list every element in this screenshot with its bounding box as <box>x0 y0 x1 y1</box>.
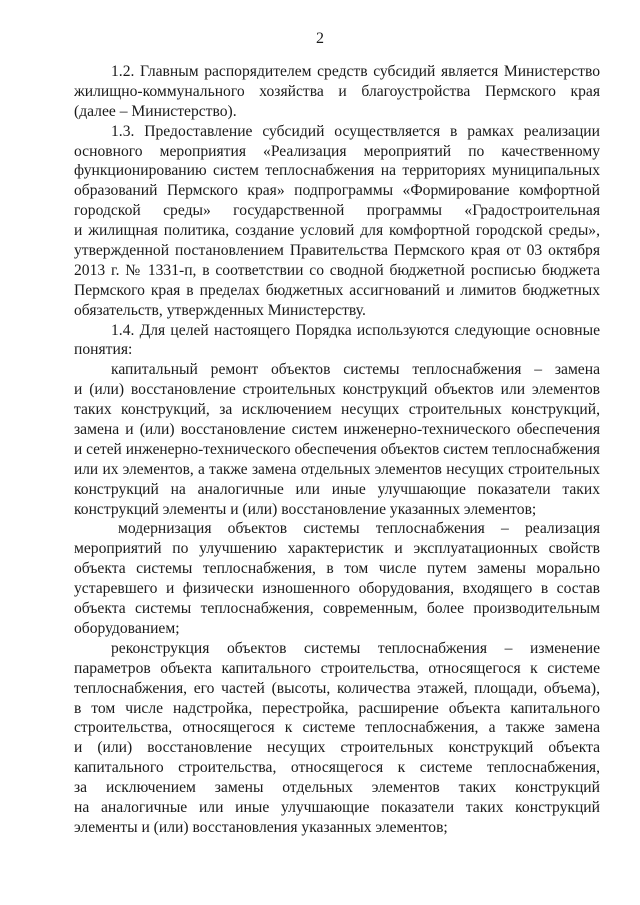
page-number: 2 <box>316 30 324 47</box>
text-line: и (или) восстановление несущих строительных конструкций объекта <box>74 739 600 757</box>
text-line: за исключением замены отдельных элементов таких конструкций <box>74 779 600 797</box>
text-line: конструкций элементы и (или) восстановление указанных элементов; <box>74 500 537 518</box>
text-line: обязательств, утвержденных Министерству. <box>74 301 366 319</box>
text-line: объекта системы теплоснабжения, современным, более производительным <box>74 600 600 618</box>
text-line: 1.3. Предоставление субсидий осуществляется в рамках реализации <box>111 122 600 140</box>
text-line: и (или) восстановление строительных конструкций объектов или элементов <box>74 381 600 399</box>
text-line: Пермского края в пределах бюджетных ассигнований и лимитов бюджетных <box>74 281 600 299</box>
document-body <box>74 62 600 838</box>
text-line: модернизация объектов системы теплоснабжения – реализация <box>118 520 600 538</box>
text-line: капитальный ремонт объектов системы теплоснабжения – замена <box>111 361 600 379</box>
text-line: реконструкция объектов системы теплоснабжения – изменение <box>111 639 600 657</box>
text-line: строительства, относящегося к системе теплоснабжения, а также замена <box>74 719 600 737</box>
text-line: образований Пермского края» подпрограммы «Формирование комфортной <box>74 182 600 200</box>
text-line: оборудованием; <box>74 619 180 637</box>
text-line: устаревшего и физически изношенного оборудования, входящего в состав <box>74 580 600 598</box>
text-line: замена и (или) восстановление систем инженерно-технического обеспечения <box>74 421 600 439</box>
text-line: на аналогичные или иные улучшающие показатели таких конструкций <box>74 798 600 816</box>
text-line: 1.4. Для целей настоящего Порядка используются следующие основные <box>111 321 600 339</box>
text-line: или их элементов, а также замена отдельных элементов несущих строительных <box>74 460 600 478</box>
text-line: параметров объекта капитального строительства, относящегося к системе <box>74 659 600 677</box>
text-line: утвержденной постановлением Правительства Пермского края от 03 октября <box>74 242 600 260</box>
text-line: элементы и (или) восстановления указанных элементов; <box>74 818 448 836</box>
text-line: (далее – Министерство). <box>74 102 237 120</box>
text-line: городской среды» государственной программы «Градостроительная <box>74 202 600 220</box>
text-line: 2013 г. № 1331-п, в соответствии со сводной бюджетной росписью бюджета <box>74 261 600 279</box>
text-line: объекта системы теплоснабжения, в том числе путем замены морально <box>74 560 600 578</box>
text-line: теплоснабжения, его частей (высоты, количества этажей, площади, объема), <box>74 679 600 697</box>
text-line: жилищно-коммунального хозяйства и благоустройства Пермского края <box>74 82 600 100</box>
text-line: основного мероприятия «Реализация мероприятий по качественному <box>74 142 600 160</box>
text-line: и жилищная политика, создание условий для комфортной городской среды», <box>74 222 600 240</box>
text-line: мероприятий по улучшению характеристик и эксплуатационных свойств <box>74 540 600 558</box>
text-line: понятия: <box>74 341 133 359</box>
text-line: таких конструкций, за исключением несущих строительных конструкций, <box>74 401 600 419</box>
text-line: капитального строительства, относящегося к системе теплоснабжения, <box>74 759 600 777</box>
text-line: в том числе надстройка, перестройка, расширение объекта капитального <box>74 699 600 717</box>
text-line: и сетей инженерно-технического обеспечения объектов систем теплоснабжения <box>74 440 600 458</box>
text-line: функционированию систем теплоснабжения на территориях муниципальных <box>74 162 600 180</box>
text-line: конструкций на аналогичные или иные улучшающие показатели таких <box>74 480 600 498</box>
text-line: 1.2. Главным распорядителем средств субсидий является Министерство <box>111 63 600 80</box>
